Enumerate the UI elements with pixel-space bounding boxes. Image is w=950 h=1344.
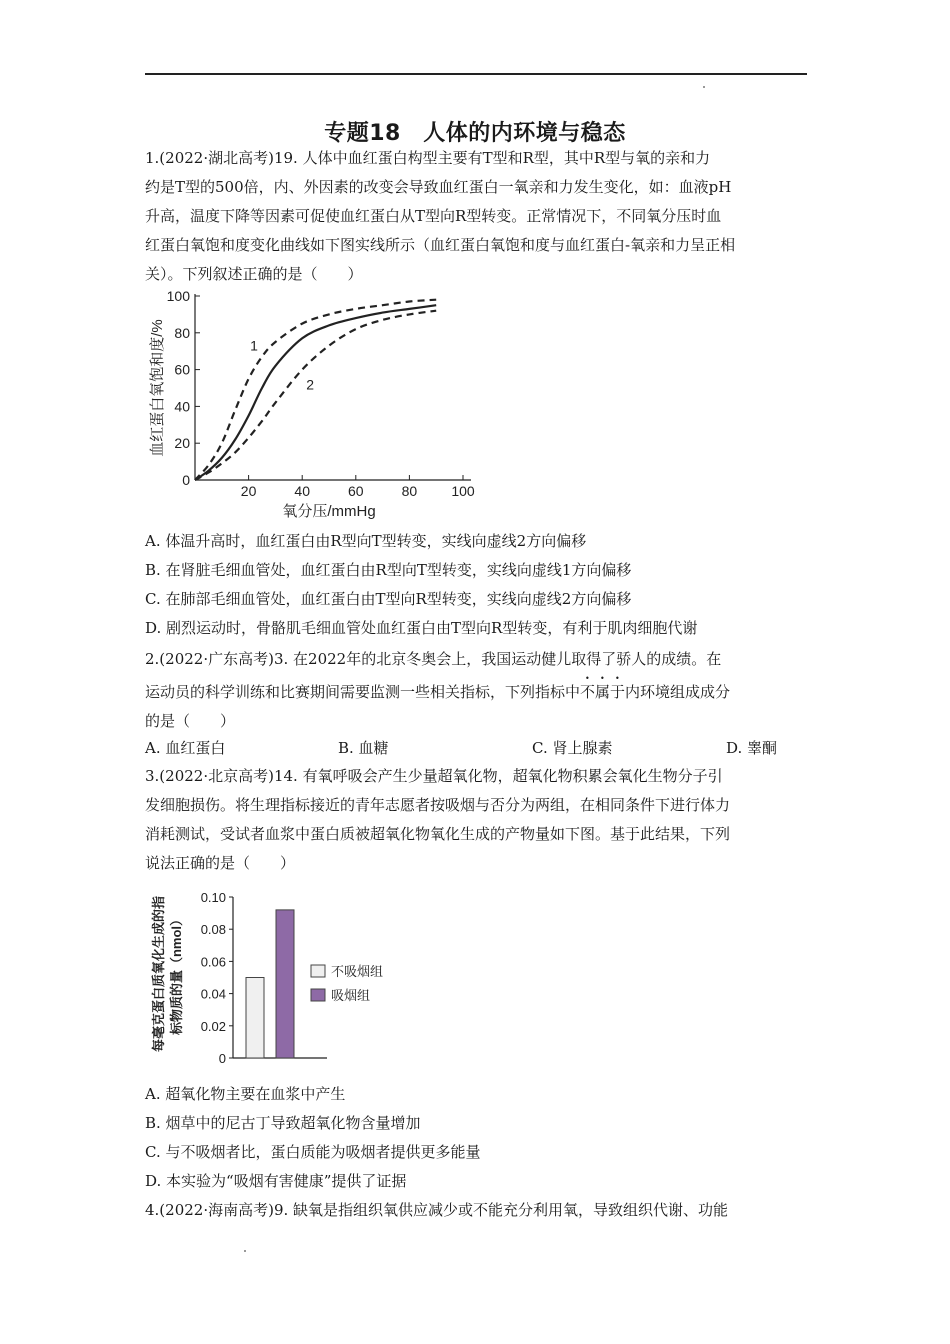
oxidation-product-bar-chart (145, 882, 405, 1072)
question-1-stem (145, 144, 810, 289)
x-axis-label: 氧分压/mmHg (282, 503, 376, 520)
y-tick-label: 60 (174, 361, 190, 378)
header-rule (145, 73, 807, 75)
legend-label: 不吸烟组 (331, 964, 384, 979)
question-2-option-b[interactable]: B. 血糖 (338, 739, 389, 757)
legend-label: 吸烟组 (331, 988, 371, 1003)
stem-line: 的是（ ） (145, 712, 236, 730)
y-tick-label: 0 (218, 1051, 226, 1066)
oxygen-saturation-chart (140, 284, 500, 524)
question-4-stem: 4.(2022·海南高考)9. 缺氧是指组织氧供应减少或不能充分利用氧，导致组织代谢、功能 (145, 1201, 729, 1219)
question-3-option-a[interactable]: A. 超氧化物主要在血浆中产生 (145, 1085, 346, 1103)
question-2-stem (145, 645, 810, 736)
x-tick-label: 40 (294, 483, 310, 499)
curve-2 (195, 311, 436, 480)
question-3-stem (145, 762, 810, 878)
y-tick-label: 100 (166, 288, 190, 304)
y-tick-label: 20 (174, 435, 190, 452)
stem-line: 消耗测试，受试者血浆中蛋白质被超氧化物氧化生成的产物量如下图。基于此结果，下列 (145, 825, 731, 843)
y-tick-label: 0 (182, 472, 190, 488)
question-1-option-b[interactable]: B. 在肾脏毛细血管处，血红蛋白由R型向T型转变，实线向虚线1方向偏移 (145, 561, 632, 579)
stem-line: 发细胞损伤。将生理指标接近的青年志愿者按吸烟与否分为两组，在相同条件下进行体力 (145, 796, 731, 814)
y-tick-label: 40 (174, 398, 190, 415)
y-axis-label: 血红蛋白氧饱和度/% (149, 319, 166, 457)
x-tick-label: 80 (401, 483, 418, 499)
stem-line: 3.(2022·北京高考)14. 有氧呼吸会产生少量超氧化物，超氧化物积累会氧化生物分子引 (145, 767, 723, 785)
stem-line: 红蛋白氧饱和度变化曲线如下图实线所示（血红蛋白氧饱和度与血红蛋白-氧亲和力呈正相 (145, 236, 736, 254)
y-tick-label: 0.10 (200, 890, 226, 905)
y-tick-label: 0.06 (200, 954, 226, 970)
chart-series (195, 300, 436, 480)
x-tick-label: 60 (348, 483, 364, 499)
y-tick-label: 0.08 (200, 922, 226, 938)
question-3-option-d[interactable]: D. 本实验为“吸烟有害健康”提供了证据 (145, 1172, 407, 1190)
stem-text: 运动员的科学训练和比赛期间需要监测一些相关指标，下列指标中 (145, 683, 581, 701)
chart-bars (246, 910, 294, 1058)
y-tick-label: 0.04 (200, 986, 226, 1002)
chart-labels (151, 890, 226, 1066)
chart-labels (148, 288, 475, 520)
stem-line: 说法正确的是（ ） (145, 854, 296, 872)
chart-legend (311, 964, 383, 1003)
stem-line: 约是T型的500倍，内、外因素的改变会导致血红蛋白一氧亲和力发生变化，如：血液pH (145, 178, 732, 196)
bar-smoker (276, 910, 294, 1058)
question-1-option-d[interactable]: D. 剧烈运动时，骨骼肌毛细血管处血红蛋白由T型向R型转变，有利于肌肉细胞代谢 (145, 619, 698, 637)
curve-solid (195, 305, 436, 480)
y-axis-label-line-2: 标物质的量（nmol） (169, 912, 184, 1036)
question-1-option-c[interactable]: C. 在肺部毛细血管处，血红蛋白由T型向R型转变，实线向虚线2方向偏移 (145, 590, 632, 608)
question-2-option-a[interactable]: A. 血红蛋白 (145, 739, 226, 757)
question-2-option-d[interactable]: D. 睾酮 (726, 739, 778, 757)
stem-line: 2.(2022·广东高考)3. 在2022年的北京冬奥会上，我国运动健儿取得了骄人的成绩。在 (145, 650, 722, 668)
bar-non-smoker (246, 978, 264, 1059)
page-dot (703, 86, 705, 88)
legend-swatch (311, 965, 325, 977)
emphasis-text: 不属于 (580, 683, 626, 701)
question-2-options (145, 737, 810, 757)
question-1-option-a[interactable]: A. 体温升高时，血红蛋白由R型向T型转变，实线向虚线2方向偏移 (145, 532, 587, 550)
x-tick-label: 20 (240, 483, 257, 499)
question-3-option-c[interactable]: C. 与不吸烟者比，蛋白质能为吸烟者提供更多能量 (145, 1143, 481, 1161)
page-dot (244, 1250, 246, 1252)
curve-label-2: 2 (306, 376, 315, 393)
y-tick-label: 80 (174, 324, 190, 341)
curve-label-1: 1 (250, 337, 258, 354)
question-3-option-b[interactable]: B. 烟草中的尼古丁导致超氧化物含量增加 (145, 1114, 421, 1132)
stem-line: 升高，温度下降等因素可促使血红蛋白从T型向R型转变。正常情况下，不同氧分压时血 (145, 207, 722, 225)
question-2-option-c[interactable]: C. 肾上腺素 (532, 739, 613, 757)
page-title: 专题18 人体的内环境与稳态 (324, 121, 626, 146)
stem-line: 1.(2022·湖北高考)19. 人体中血红蛋白构型主要有T型和R型，其中R型与氧的亲和力 (145, 149, 711, 167)
stem-line: 关）。下列叙述正确的是（ ） (145, 265, 363, 283)
stem-text: 内环境组成成分 (625, 683, 731, 701)
y-tick-label: 0.02 (200, 1018, 226, 1034)
x-tick-label: 100 (451, 483, 475, 499)
legend-swatch (311, 989, 325, 1001)
curve-1 (195, 300, 436, 480)
y-axis-label-line-1: 每毫克蛋白质氧化生成的指 (151, 895, 166, 1053)
stem-line (145, 674, 810, 707)
